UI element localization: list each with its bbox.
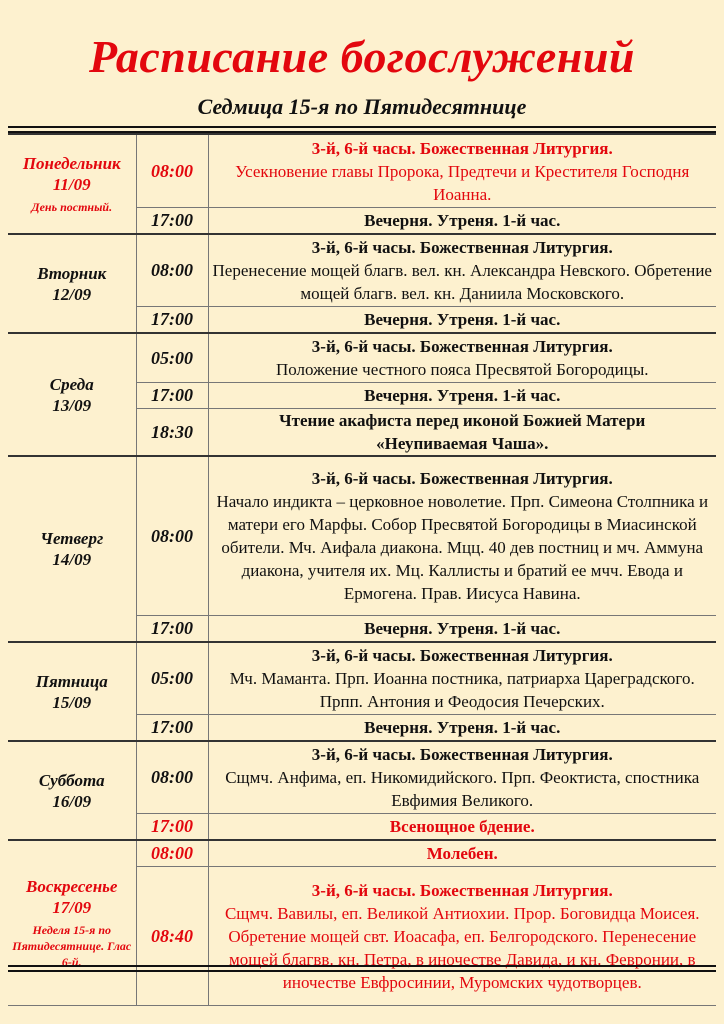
day-note: Неделя 15-я по Пятидесятнице. Глас 6-й. (12, 923, 132, 969)
day-date: 16/09 (52, 791, 92, 811)
day-cell-thursday (8, 456, 136, 642)
day-cell-tuesday (8, 234, 136, 333)
service-content (208, 715, 716, 742)
service-title: Чтение акафиста перед иконой Божией Матери «Неупиваемая Чаша». (279, 411, 646, 453)
service-title: Всенощное бдение. (389, 817, 535, 836)
service-title: 3-й, 6-й часы. Божественная Литургия. (311, 138, 613, 158)
service-time: 17:00 (136, 814, 208, 841)
day-name: Понедельник (22, 154, 121, 173)
service-time: 08:00 (136, 840, 208, 867)
service-text: Начало индикта – церковное новолетие. Прп. Симеона Столпника и матери его Марфы. Собор Пресвятой Богородицы в Миасинской обители. Мч. Аифала диакона. Мцц. 40 дев постниц и мч. Аммуна диакона, учителя их. Мц. Каллисты и братий ее мчч. Евода и Ермогена. Прав. Иисуса Навина. (216, 492, 709, 603)
service-time: 08:00 (136, 741, 208, 814)
service-title: Вечерня. Утреня. 1-й час. (364, 211, 561, 230)
day-name: Четверг (40, 529, 104, 548)
service-title: 3-й, 6-й часы. Божественная Литургия. (311, 745, 613, 764)
service-time: 08:00 (136, 234, 208, 307)
schedule-row (8, 333, 716, 383)
service-title: Вечерня. Утреня. 1-й час. (364, 310, 561, 329)
service-time: 17:00 (136, 616, 208, 643)
day-date: 14/09 (52, 550, 92, 569)
day-name: Суббота (38, 770, 105, 790)
service-time: 05:00 (136, 642, 208, 715)
top-double-rule (8, 126, 716, 133)
service-title: Вечерня. Утреня. 1-й час. (364, 386, 561, 405)
service-time: 08:00 (136, 456, 208, 616)
service-content (208, 383, 716, 409)
service-text: Мч. Маманта. Прп. Иоанна постника, патриарха Цареградского. Прпп. Антония и Феодосия Печерских. (229, 669, 695, 711)
service-text: Перенесение мощей благв. вел. кн. Александра Невского. Обретение мощей благв. вел. кн. Даниила Московского. (212, 261, 712, 303)
day-name: Среда (49, 374, 94, 394)
service-title: 3-й, 6-й часы. Божественная Литургия. (311, 469, 613, 488)
service-content (208, 642, 716, 715)
schedule-table (8, 133, 716, 1006)
service-content (208, 840, 716, 867)
day-name: Пятница (35, 671, 108, 691)
service-time: 17:00 (136, 383, 208, 409)
service-content (208, 134, 716, 208)
service-time: 18:30 (136, 409, 208, 457)
service-title: Вечерня. Утреня. 1-й час. (364, 718, 561, 737)
service-content (208, 456, 716, 616)
service-text: Сщмч. Вавилы, еп. Великой Антиохии. Прор. Боговидца Моисея. Обретение мощей свт. Иоасафа, еп. Белгородского. Перенесение мощей благвв. кн. Петра, в иночестве Давида, и кн. Февронии, в иночестве Евфросинии, Муромских чудотворцев. (224, 903, 700, 992)
service-time: 08:00 (136, 134, 208, 208)
service-time: 08:40 (136, 867, 208, 1006)
service-title: 3-й, 6-й часы. Божественная Литургия. (311, 238, 613, 257)
service-content (208, 616, 716, 643)
day-date: 11/09 (52, 175, 91, 194)
service-text: Сщмч. Анфима, еп. Никомидийского. Прп. Феоктиста, спостника Евфимия Великого. (225, 768, 700, 810)
day-cell-saturday (8, 741, 136, 840)
schedule-row (8, 741, 716, 814)
service-content (208, 814, 716, 841)
day-date: 15/09 (52, 692, 92, 712)
service-time: 17:00 (136, 715, 208, 742)
schedule-row (8, 134, 716, 208)
service-content (208, 867, 716, 1006)
day-cell-friday (8, 642, 136, 741)
service-time: 17:00 (136, 208, 208, 235)
day-note: День постный. (31, 200, 113, 214)
service-title: Вечерня. Утреня. 1-й час. (364, 619, 561, 638)
day-name: Вторник (37, 263, 107, 283)
service-content (208, 741, 716, 814)
service-title: Молебен. (426, 844, 498, 863)
service-title: 3-й, 6-й часы. Божественная Литургия. (311, 880, 613, 900)
service-content (208, 208, 716, 235)
service-content (208, 333, 716, 383)
day-cell-sunday (8, 840, 136, 1006)
page-title: Расписание богослужений (88, 31, 636, 82)
day-date: 12/09 (52, 284, 92, 304)
service-content (208, 409, 716, 457)
day-cell-wednesday (8, 333, 136, 456)
service-time: 17:00 (136, 307, 208, 334)
service-title: 3-й, 6-й часы. Божественная Литургия. (311, 646, 613, 665)
schedule-row (8, 234, 716, 307)
schedule-row (8, 840, 716, 867)
bottom-double-rule (8, 965, 716, 972)
schedule-row (8, 642, 716, 715)
service-content (208, 307, 716, 334)
schedule-row (8, 456, 716, 616)
day-date: 17/09 (52, 898, 92, 917)
day-date: 13/09 (52, 395, 92, 415)
service-text: Усекновение главы Пророка, Предтечи и Крестителя Господня Иоанна. (235, 161, 690, 204)
service-content (208, 234, 716, 307)
day-name: Воскресенье (26, 877, 118, 896)
day-cell-monday (8, 134, 136, 234)
service-title: 3-й, 6-й часы. Божественная Литургия. (311, 337, 613, 356)
service-time: 05:00 (136, 333, 208, 383)
page-subtitle: Седмица 15-я по Пятидесятнице (197, 94, 527, 119)
service-text: Положение честного пояса Пресвятой Богородицы. (275, 360, 649, 379)
